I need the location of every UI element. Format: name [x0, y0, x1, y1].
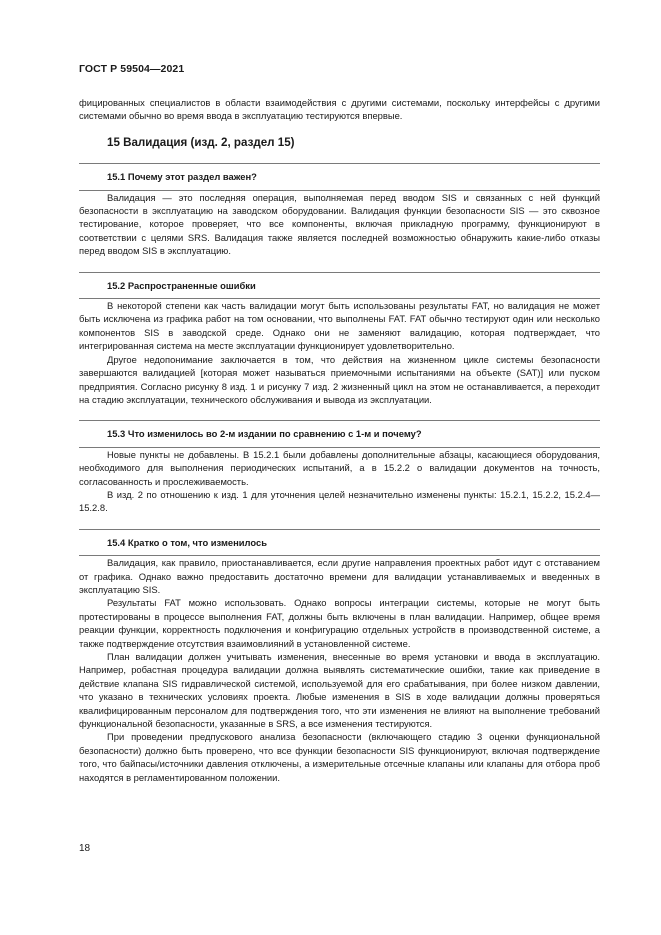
section-title: 15 Валидация (изд. 2, раздел 15)	[107, 135, 295, 149]
section-divider	[79, 163, 600, 164]
body-paragraph: План валидации должен учитывать изменения, внесенные во время установки и ввода в эксплуатацию. Например, робастная процедура валидации должна выявлять систематические ошибки, такие как приведение в действие клапана SIS гидравлической системой, используемой для его срабатывания, при более низком давлении, что указано в технических условиях проекта. Любые изменения в SIS в ходе валидации должны проверяться квалифицированным персоналом для подтверждения того, что эти изменения не влияют на выполнение требований функциональной безопасности, указанные в SRS, а все изменения тестируются.	[79, 651, 600, 730]
body-paragraph: Новые пункты не добавлены. В 15.2.1 были добавлены дополнительные абзацы, касающиеся оборудования, необходимого для выполнения периодических испытаний, а в 15.2.2 о валидации документов на точность, согласованность и прослеживаемость.	[79, 448, 600, 487]
body-paragraph: В некоторой степени как часть валидации могут быть использованы результаты FAT, но валидация не может быть исключена из графика работ на том основании, что выполнены FAT. FAT обычно тестируют один или несколько компонентов SIS в заводской среде. Однако они не заменяют валидацию, которая подтверждает, что интегрированная система на месте эксплуатации функционирует удовлетворительно.	[79, 300, 600, 352]
section-divider	[79, 272, 600, 273]
subsection-heading: 15.4 Кратко о том, что изменилось	[107, 536, 267, 548]
document-body	[79, 96, 600, 784]
subsection-heading: 15.3 Что изменилось во 2-м издании по сравнению с 1-м и почему?	[107, 428, 422, 440]
body-paragraph: Другое недопонимание заключается в том, что действия на жизненном цикле системы безопасности завершаются валидацией [которая может называться приемочными испытаниями на объекте (SAT)] или пуском предприятия. Согласно рисунку 8 изд. 1 и рисунку 7 изд. 2 жизненный цикл на этом не останавливается, а переходит на стадию эксплуатации, технического обслуживания и вывода из эксплуатации.	[79, 353, 600, 405]
body-paragraph: При проведении предпускового анализа безопасности (включающего стадию 3 оценки функциональной безопасности) должно быть проверено, что все функции безопасности SIS функционируют, включая подтверждение того, что байпасы/источники давления отключены, а измерительные отсечные клапаны или клапаны для отбора проб находятся в регламентированном положении.	[79, 731, 600, 783]
section-divider	[79, 529, 600, 530]
body-paragraph: Валидация — это последняя операция, выполняемая перед вводом SIS и связанных с ней функций безопасности в эксплуатацию на заводском оборудовании. Валидация функции безопасности SIS — это сквозное тестирование, которое проверяет, что все компоненты, включая прикладную программу, функционируют в соответствии с целями SRS. Валидация также является последней возможностью обнаружить какие-либо отказы перед вводом SIS в эксплуатацию.	[79, 191, 600, 257]
body-paragraph: Валидация, как правило, приостанавливается, если другие направления проектных работ идут с отставанием от графика. Однако важно предоставить достаточно времени для валидации устанавливаемых и введенных в эксплуатацию SIS.	[79, 557, 600, 595]
body-paragraph: В изд. 2 по отношению к изд. 1 для уточнения целей незначительно изменены пункты: 15.2.1, 15.2.2, 15.2.4—15.2.8.	[79, 488, 600, 514]
subsection-heading: 15.1 Почему этот раздел важен?	[107, 171, 257, 183]
section-divider	[79, 420, 600, 421]
page-number: 18	[79, 843, 91, 854]
body-paragraph: Результаты FAT можно использовать. Однако вопросы интеграции системы, которые не могут быть протестированы в процессе выполнения FAT, должны быть включены в план валидации. Например, общее время реакции функции, корректность подключения и конфигурацию отдельных устройств в производственной системе, а также подтверждение отсутствия взаимовлияний в установленной системе.	[79, 597, 600, 649]
document-header: ГОСТ Р 59504—2021	[79, 63, 185, 75]
intro-paragraph: фицированных специалистов в области взаимодействия с другими системами, поскольку интерфейсы с другими системами обычно во время ввода в эксплуатацию тестируются впервые.	[79, 97, 600, 122]
subsection-heading: 15.2 Распространенные ошибки	[107, 279, 256, 291]
